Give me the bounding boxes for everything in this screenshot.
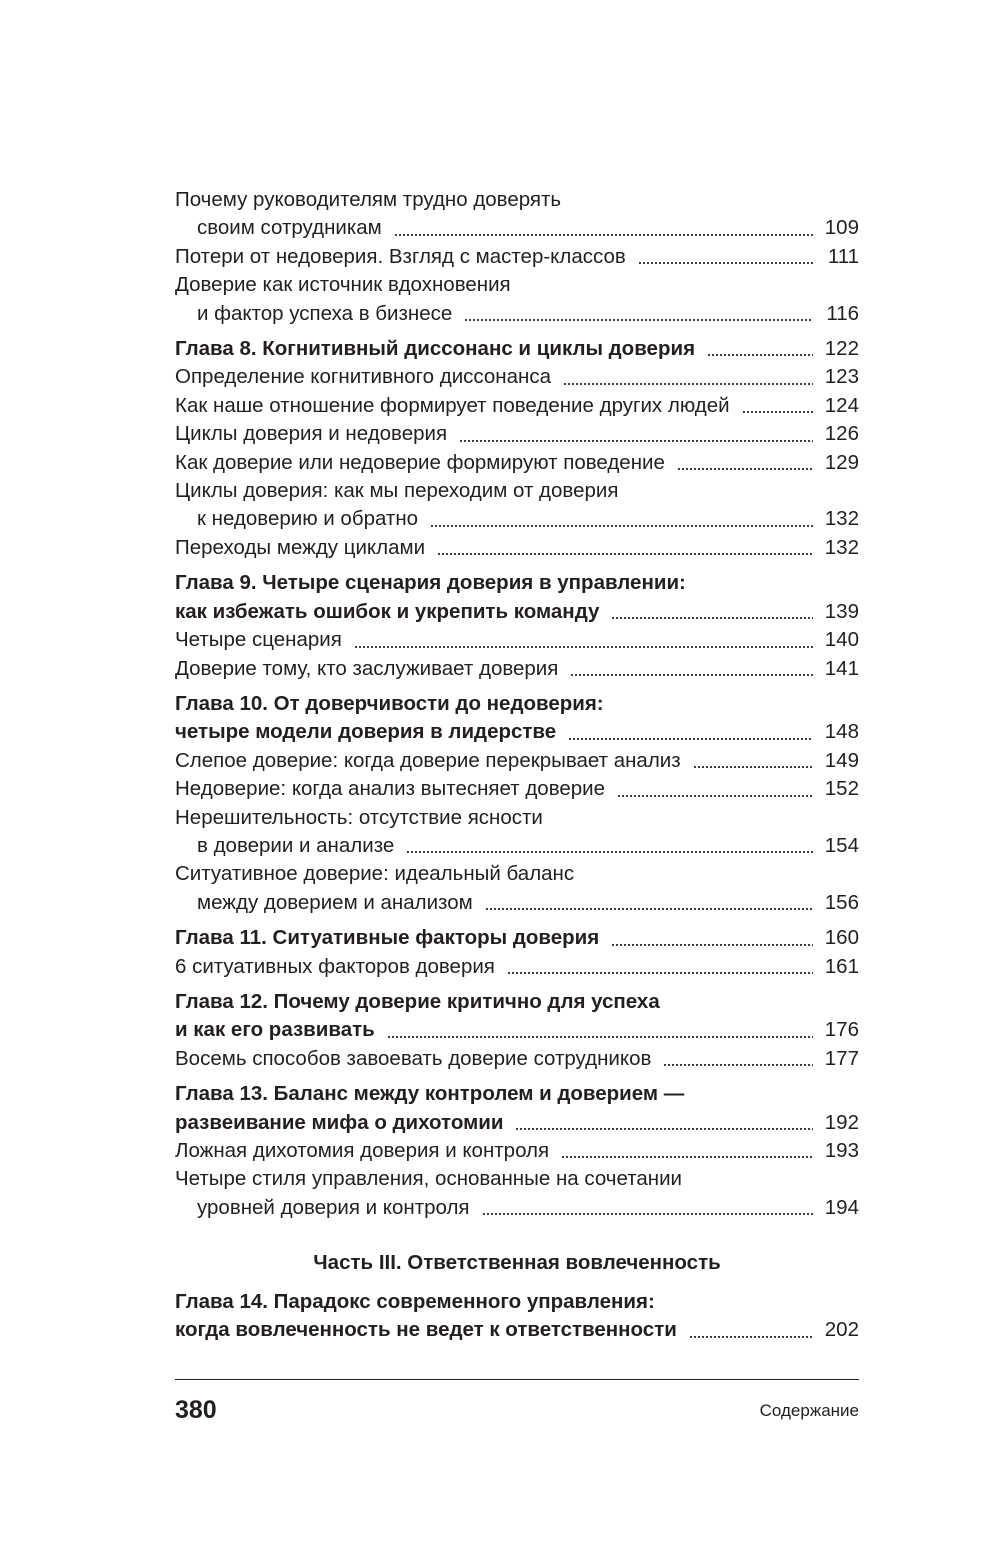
toc-entry-title-line: Доверие как источник вдохновения — [175, 273, 511, 297]
toc-entry-title: 6 ситуативных факторов доверия — [175, 954, 495, 978]
toc-page-number: 132 — [824, 535, 859, 559]
toc-entry-title: и как его развивать — [175, 1018, 375, 1042]
toc-section-entry — [175, 1165, 859, 1222]
toc-section-entry — [175, 860, 859, 917]
toc-section-entry — [175, 626, 859, 654]
toc-entry-title: Ложная дихотомия доверия и контроля — [175, 1139, 550, 1162]
toc-entry-title: Переходы между циклами — [175, 535, 426, 559]
toc-page-number: 122 — [824, 337, 859, 361]
dot-leader — [482, 1213, 813, 1215]
part-heading: Часть III. Ответственная вовлеченность — [313, 1251, 721, 1274]
toc-page-number: 116 — [826, 301, 859, 325]
toc-chapter-entry — [175, 988, 859, 1045]
toc-page-number: 129 — [824, 450, 859, 474]
toc-page-number: 152 — [824, 777, 859, 801]
toc-section-entry — [175, 392, 859, 420]
toc-section-entry — [175, 1045, 859, 1073]
dot-leader — [663, 1064, 813, 1066]
toc-page-number: 124 — [824, 393, 859, 417]
toc-entry-title: Определение когнитивного диссонанса — [175, 365, 551, 389]
toc-entry-title: между доверием и анализом — [197, 890, 473, 914]
toc-section-entry — [175, 953, 859, 981]
dot-leader — [563, 383, 813, 385]
toc-page-number: 160 — [824, 926, 859, 950]
toc-page-number: 176 — [824, 1018, 859, 1042]
toc-entry-title: когда вовлеченность не ведет к ответственности — [175, 1318, 677, 1342]
toc-entry-title: Доверие тому, кто заслуживает доверия — [175, 656, 559, 680]
running-head: Содержание — [759, 1401, 859, 1420]
dot-leader — [707, 354, 813, 356]
dot-leader — [354, 646, 813, 648]
toc-page-number: 177 — [824, 1046, 859, 1070]
dot-leader — [394, 234, 813, 236]
toc-section-entry — [175, 1137, 859, 1165]
toc-entry-title-line: Нерешительность: отсутствие ясности — [175, 805, 543, 829]
toc-entry-title: Как доверие или недоверие формируют поведение — [175, 450, 665, 474]
toc-section-entry — [175, 186, 859, 243]
footer-rule — [175, 1379, 859, 1380]
toc-entry-title-line: Четыре стиля управления, основанные на сочетании — [175, 1167, 682, 1191]
toc-section-entry — [175, 420, 859, 448]
toc-entry-title: уровней доверия и контроля — [197, 1195, 470, 1219]
toc-page-number: 111 — [827, 244, 859, 268]
toc-entry-title: Недоверие: когда анализ вытесняет доверие — [175, 777, 606, 801]
dot-leader — [568, 738, 813, 740]
toc-section-entry — [175, 775, 859, 803]
toc-page-number: 193 — [824, 1139, 859, 1162]
toc-page-number: 139 — [824, 599, 859, 623]
toc-entry-title: Циклы доверия и недоверия — [175, 422, 448, 446]
toc-entry-title: Слепое доверие: когда доверие перекрывает анализ — [175, 748, 681, 772]
dot-leader — [515, 1128, 813, 1130]
toc-entry-title-line: Глава 10. От доверчивости до недоверия: — [175, 691, 604, 715]
toc-entry-title-line: Глава 9. Четыре сценария доверия в управлении: — [175, 571, 686, 595]
toc-entry-title: как избежать ошибок и укрепить команду — [175, 599, 600, 623]
toc-entry-title-line: Почему руководителям трудно доверять — [175, 188, 562, 211]
toc-page-number: 154 — [824, 833, 859, 857]
dot-leader — [406, 851, 813, 853]
toc-entry-title: Как наше отношение формирует поведение других людей — [175, 393, 730, 417]
toc-page-number: 161 — [824, 954, 859, 978]
dot-leader — [561, 1156, 813, 1158]
dot-leader — [387, 1036, 813, 1038]
toc-chapter-entry — [175, 690, 859, 747]
toc-page-number: 140 — [824, 628, 859, 652]
toc-page-number: 148 — [824, 720, 859, 744]
toc-entry-title: Глава 8. Когнитивный диссонанс и циклы доверия — [175, 337, 696, 361]
toc-entry-title: Глава 11. Ситуативные факторы доверия — [175, 926, 600, 950]
toc-chapter-entry — [175, 1080, 859, 1137]
toc-entry-title: Потери от недоверия. Взгляд с мастер-классов — [175, 244, 626, 268]
toc-section-entry — [175, 534, 859, 562]
page-number: 380 — [175, 1396, 217, 1424]
dot-leader — [459, 440, 813, 442]
toc-entry-title-line: Глава 14. Парадокс современного управления: — [175, 1290, 655, 1313]
dot-leader — [617, 795, 813, 797]
dot-leader — [507, 972, 813, 974]
toc-section-entry — [175, 449, 859, 477]
toc-section-entry — [175, 747, 859, 775]
toc-section-entry — [175, 804, 859, 861]
toc-entry-title: в доверии и анализе — [197, 833, 395, 857]
toc-page-number: 132 — [824, 507, 859, 531]
toc-entry-title-line: Глава 13. Баланс между контролем и доверием — — [175, 1082, 685, 1106]
toc-page-number: 202 — [824, 1318, 859, 1342]
dot-leader — [693, 766, 813, 768]
toc-entry-title: и фактор успеха в бизнесе — [197, 301, 453, 325]
toc-section-entry — [175, 477, 859, 534]
toc-page-number: 126 — [824, 422, 859, 446]
toc-page-number: 141 — [824, 656, 859, 680]
toc-entry-title: к недоверию и обратно — [197, 507, 419, 531]
toc-entry-title: четыре модели доверия в лидерстве — [175, 720, 557, 744]
dot-leader — [677, 468, 813, 470]
toc-entry-title-line: Циклы доверия: как мы переходим от доверия — [175, 479, 619, 503]
dot-leader — [689, 1336, 813, 1338]
toc-entry-title: Восемь способов завоевать доверие сотрудников — [175, 1046, 652, 1070]
toc-section-entry — [175, 363, 859, 391]
dot-leader — [742, 411, 813, 413]
toc-section-entry — [175, 271, 859, 328]
toc-entry-title: развеивание мифа о дихотомии — [175, 1110, 504, 1134]
toc-entry-title-line: Ситуативное доверие: идеальный баланс — [175, 862, 575, 886]
table-of-contents — [175, 186, 859, 1222]
toc-entry-title-line: Глава 12. Почему доверие критично для успеха — [175, 989, 660, 1013]
toc-page-number: 123 — [824, 365, 859, 389]
dot-leader — [611, 944, 813, 946]
toc-chapter-entry — [175, 335, 859, 363]
dot-leader — [485, 908, 813, 910]
toc-chapter-entry — [175, 569, 859, 626]
toc-page-number: 156 — [824, 890, 859, 914]
toc-page-number: 194 — [824, 1195, 859, 1219]
dot-leader — [638, 262, 813, 264]
toc-chapter-entry — [175, 924, 859, 952]
dot-leader — [611, 617, 813, 619]
toc-page-number: 109 — [824, 216, 859, 240]
toc-section-entry — [175, 243, 859, 271]
dot-leader — [430, 525, 813, 527]
toc-section-entry — [175, 655, 859, 683]
toc-entry-title: своим сотрудникам — [197, 216, 382, 240]
dot-leader — [437, 553, 813, 555]
toc-chapter-entry — [175, 1288, 859, 1345]
table-of-contents-part-3 — [175, 1288, 859, 1345]
toc-entry-title: Четыре сценария — [175, 628, 342, 652]
dot-leader — [570, 674, 813, 676]
dot-leader — [464, 319, 813, 321]
toc-page-number: 149 — [824, 748, 859, 772]
toc-page-number: 192 — [824, 1110, 859, 1134]
